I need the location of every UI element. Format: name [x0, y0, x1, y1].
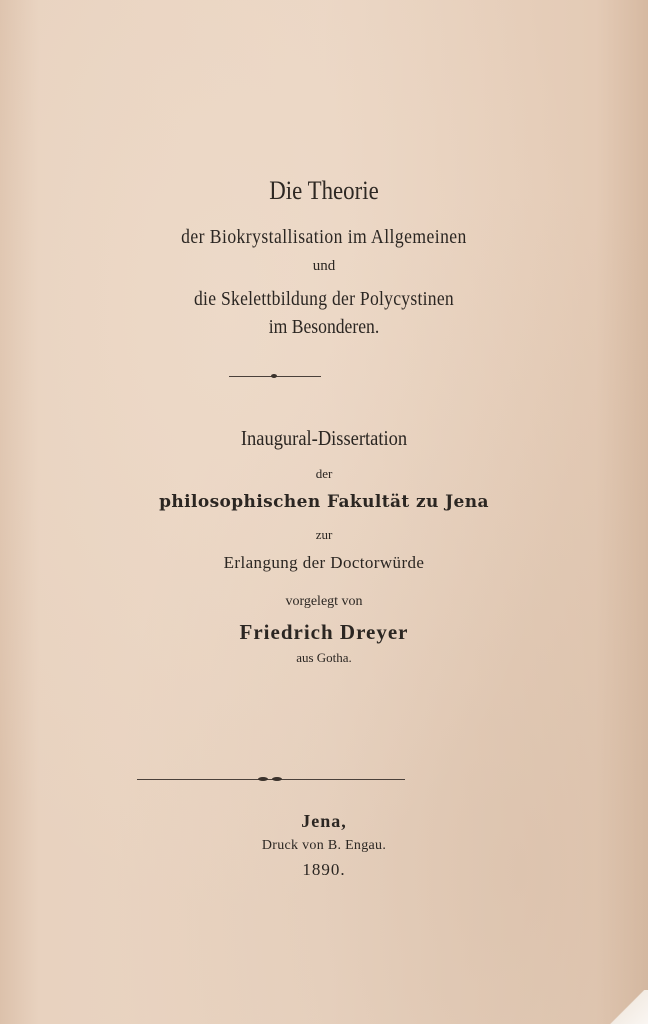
imprint-city: Jena, — [301, 811, 347, 831]
imprint-year: 1890. — [302, 860, 346, 879]
imprint-printer: Druck von B. Engau. — [261, 838, 387, 853]
title-conjunction: und — [312, 258, 336, 274]
faculty-name: philosophischen Fakultät zu Jena — [159, 492, 489, 512]
degree-purpose: Erlangung der Doctorwürde — [223, 553, 425, 572]
dissertation-type: Inaugural-Dissertation — [240, 426, 408, 450]
author-name: Friedrich Dreyer — [239, 620, 409, 644]
torn-corner — [608, 990, 648, 1024]
title-line-2: die Skelettbildung der Polycystinen — [193, 288, 455, 310]
dissertation-zur: zur — [315, 527, 333, 542]
dissertation-der: der — [315, 466, 333, 481]
presented-by: vorgelegt von — [285, 594, 363, 609]
title-line-1: der Biokrystallisation im Allgemeinen — [181, 226, 467, 248]
title-main: Die Theorie — [269, 176, 379, 205]
title-line-3: im Besonderen. — [268, 316, 380, 338]
author-origin: aus Gotha. — [296, 650, 352, 665]
